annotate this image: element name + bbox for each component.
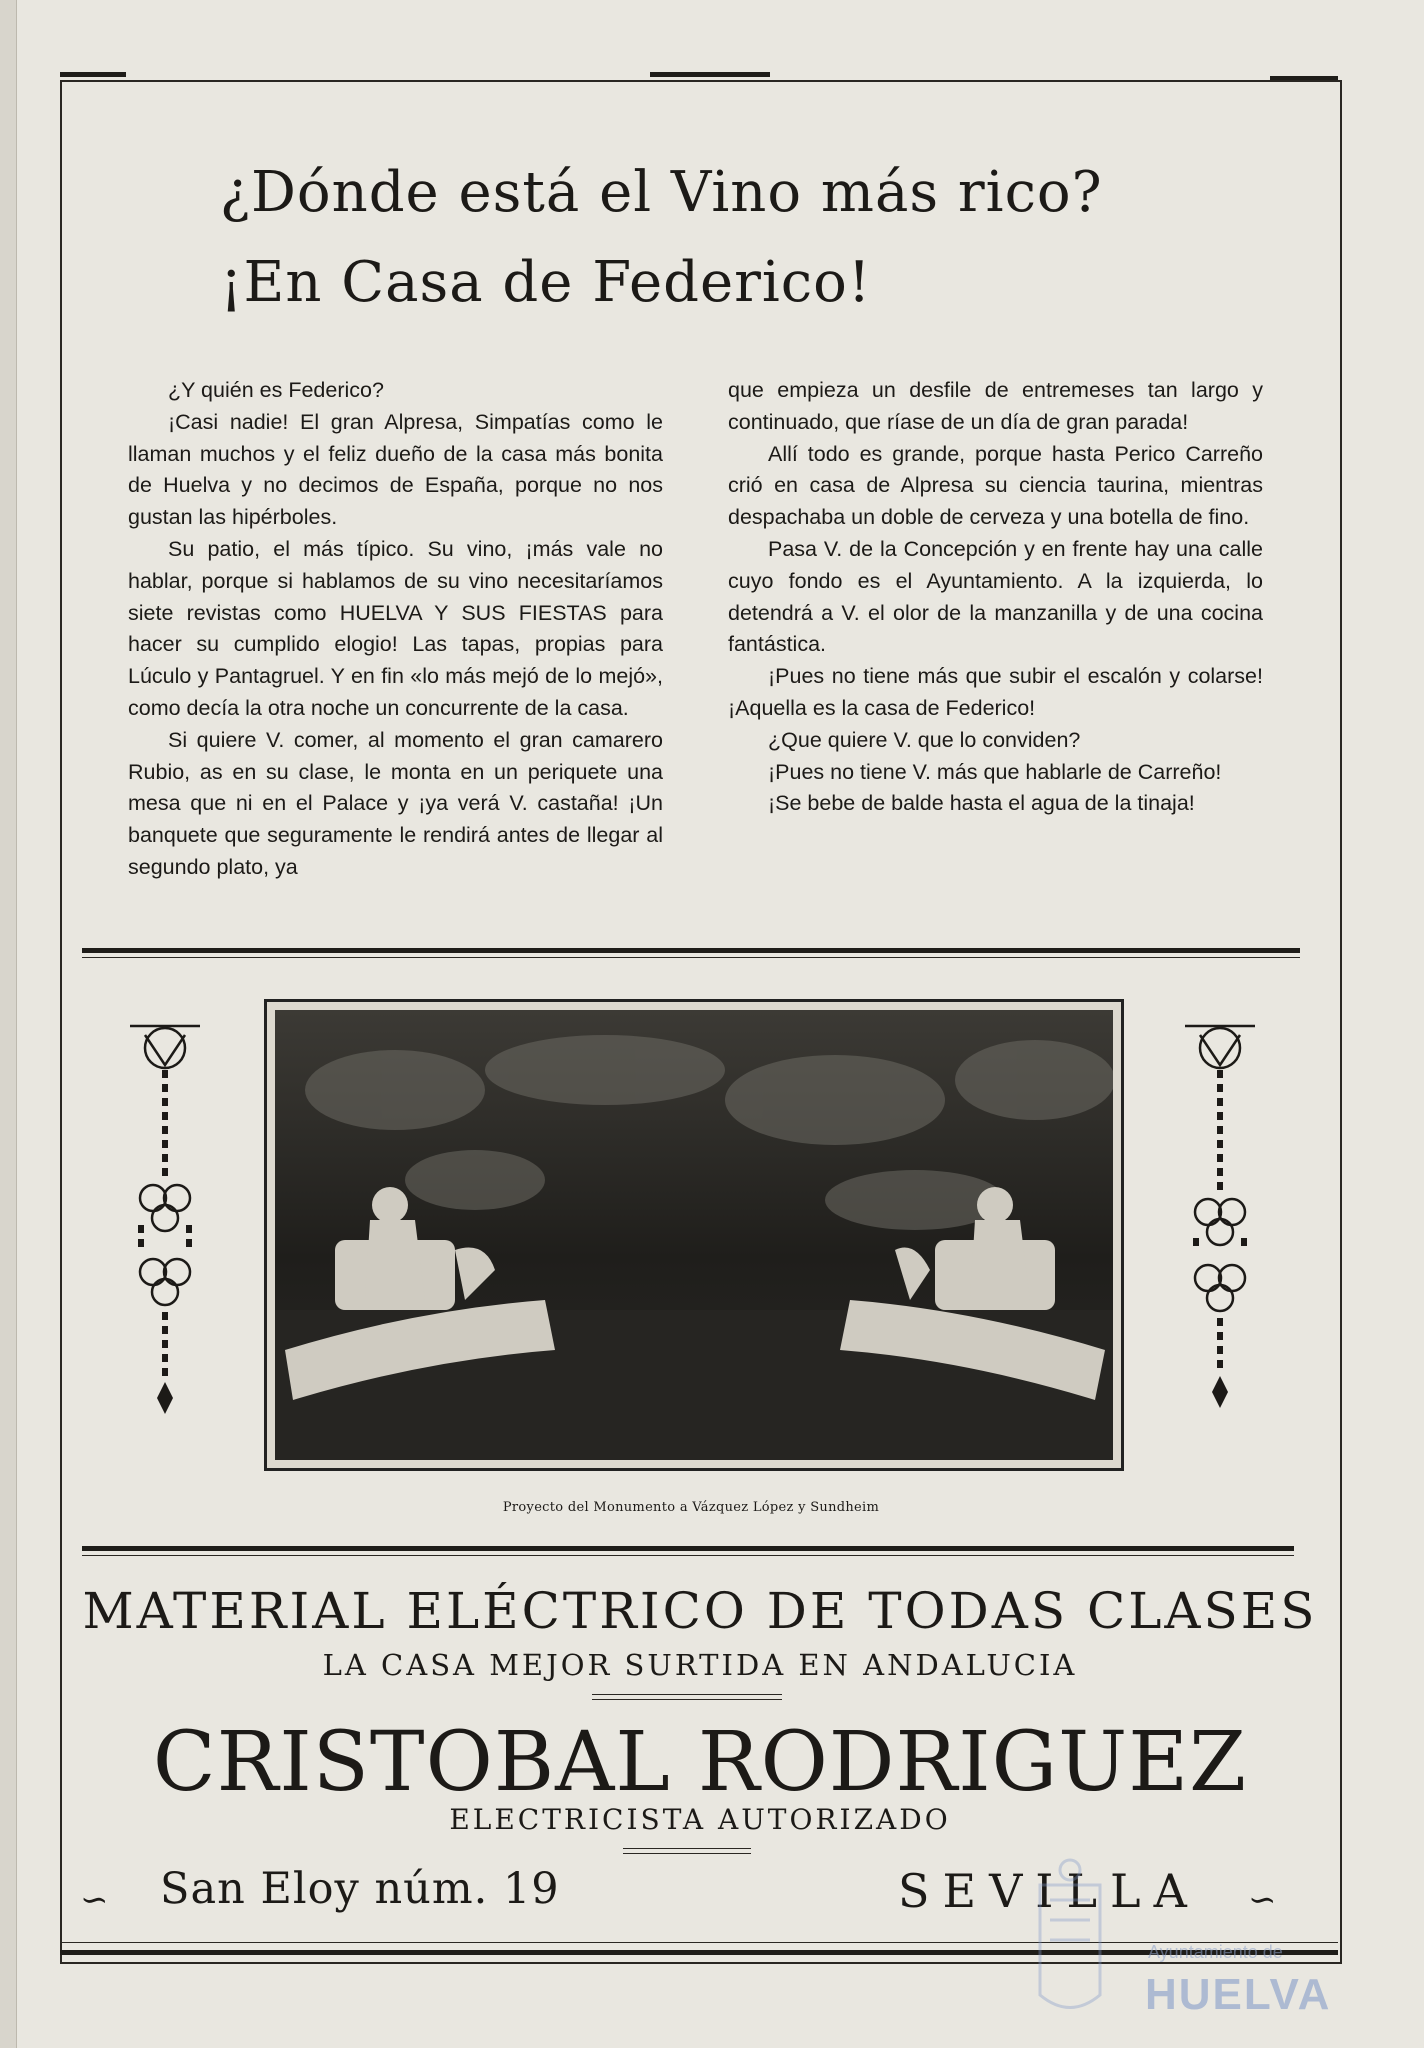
advert-divider-thin: [82, 1555, 1294, 1556]
watermark-small-text: Ayuntamiento de: [1148, 1942, 1283, 1962]
swash-right-icon: ∽: [1248, 1880, 1277, 1920]
headline-line-1: ¿Dónde está el Vino más rico?: [220, 160, 1103, 225]
article-divider-thin: [82, 957, 1300, 958]
paragraph: ¡Pues no tiene V. más que hablarle de Carreño!: [768, 759, 1222, 784]
page-binding-edge: [0, 0, 17, 2048]
advert-address: San Eloy núm. 19: [160, 1864, 560, 1914]
advert-divider-thick: [82, 1546, 1294, 1551]
monument-photo-frame: [264, 999, 1124, 1471]
advert-business-name: CRISTOBAL RODRIGUEZ: [152, 1715, 1248, 1810]
paragraph: Allí todo es grande, porque hasta Perico Carreño crió en casa de Alpresa su ciencia taurina, mientras despachaba un doble de cerveza y una botella de fino.: [728, 441, 1263, 530]
monument-photo: [275, 1010, 1113, 1460]
top-rule-center: [650, 72, 770, 77]
paragraph: que empieza un desfile de entremeses tan largo y continuado, que ríase de un día de gran parada!: [728, 378, 1263, 434]
advert-role: ELECTRICISTA AUTORIZADO: [449, 1803, 951, 1836]
paragraph: Pasa V. de la Concepción y en frente hay una calle cuyo fondo es el Ayuntamiento. A la izquierda, lo detendrá a V. el olor de la manzanilla y de una cocina fantástica.: [728, 536, 1263, 657]
watermark-text: HUELVA: [1145, 1970, 1332, 2019]
paragraph: ¿Y quién es Federico?: [168, 378, 384, 402]
top-thin-rule: [60, 80, 1338, 81]
swash-left-icon: ∽: [80, 1880, 109, 1920]
advert-small-rule-2: [623, 1848, 751, 1849]
paragraph: ¡Casi nadie! El gran Alpresa, Simpatías como le llaman muchos y el feliz dueño de la casa más bonita de Huelva y no decimos de España, porque no nos gustan las hipérboles.: [128, 409, 663, 530]
advert-city: SEVILLA: [898, 1864, 1200, 1918]
headline-line-2: ¡En Casa de Federico!: [220, 250, 872, 315]
advert-small-rule-1b: [592, 1699, 782, 1700]
article-right-column: [728, 375, 1263, 820]
advert-small-rule-2b: [623, 1853, 751, 1854]
paragraph: Su patio, el más típico. Su vino, ¡más vale no hablar, porque si hablamos de su vino necesitaríamos siete revistas como HUELVA Y SUS FIESTAS para hacer su cumplido elogio! Las tapas, propias para Lúculo y Pantagruel. Y en fin «lo más mejó de lo mejó», como decía la otra noche un concurrente de la casa.: [128, 536, 663, 720]
article-divider-thick: [82, 948, 1300, 953]
paragraph: Si quiere V. comer, al momento el gran camarero Rubio, as en su clase, le monta en un periquete una mesa que ni en el Palace y ¡ya verá V. castaña! ¡Un banquete que seguramente le rendirá antes de llegar al segundo plato, ya: [128, 727, 663, 879]
article-left-column: [128, 375, 663, 884]
advert-title: MATERIAL ELÉCTRICO DE TODAS CLASES: [82, 1582, 1318, 1640]
art-nouveau-ornament-right-icon: [1175, 1020, 1265, 1430]
paragraph: ¡Se bebe de balde hasta el agua de la tinaja!: [768, 791, 1195, 816]
art-nouveau-ornament-left-icon: [120, 1020, 210, 1430]
advert-subtitle: LA CASA MEJOR SURTIDA EN ANDALUCIA: [322, 1648, 1078, 1682]
paragraph: ¡Pues no tiene más que subir el escalón y colarse! ¡Aquella es la casa de Federico!: [728, 664, 1263, 720]
advert-small-rule-1: [592, 1694, 782, 1695]
top-rule-left: [60, 72, 126, 77]
paragraph: ¿Que quiere V. que lo conviden?: [768, 727, 1081, 752]
photo-caption: Proyecto del Monumento a Vázquez López y Sundheim: [502, 1500, 880, 1515]
